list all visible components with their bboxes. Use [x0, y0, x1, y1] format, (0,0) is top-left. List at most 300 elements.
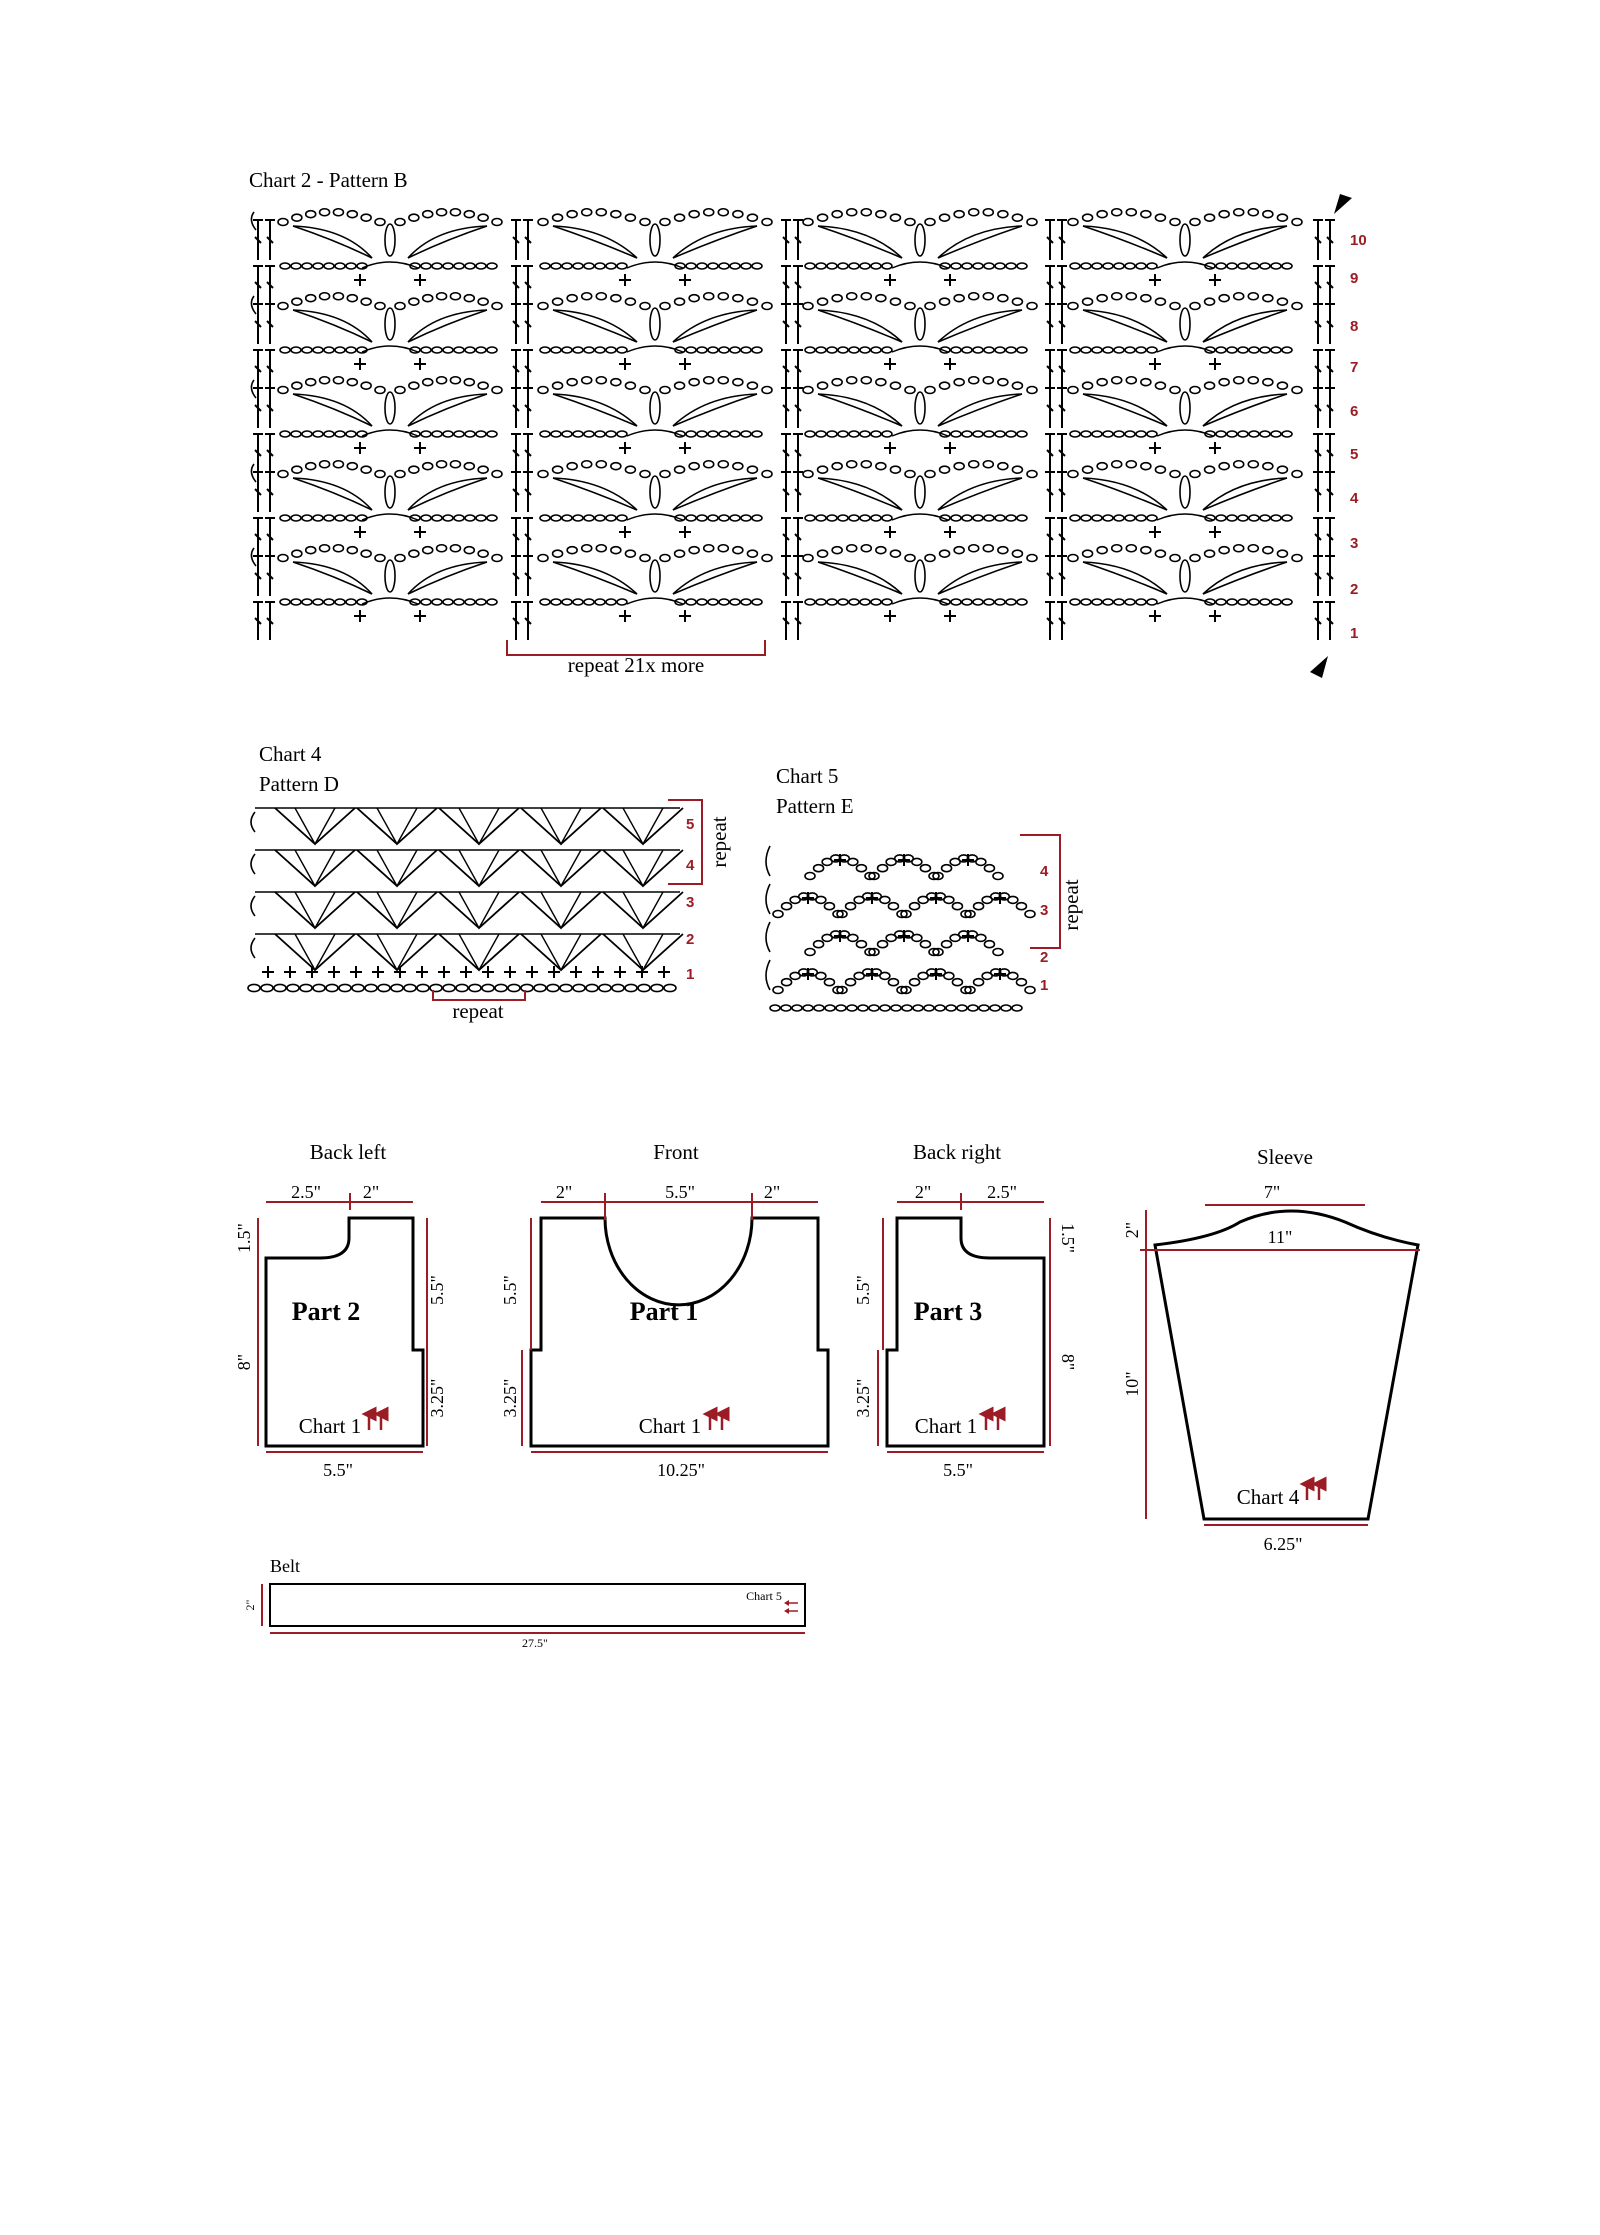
single-crochet-stitch: [898, 930, 910, 942]
chain-stitch: [464, 211, 474, 218]
turning-chain: [251, 896, 255, 916]
chain-stitch: [437, 461, 447, 468]
back-left-work-arrows: [369, 1414, 381, 1430]
front-chart-label: Chart 1: [638, 1414, 702, 1438]
chain-stitch: [465, 599, 475, 605]
chain-stitch: [1112, 377, 1122, 384]
chain-stitch: [882, 599, 892, 605]
chain-stitch: [940, 550, 950, 557]
chain-stitch: [538, 555, 548, 562]
chain-stitch: [882, 263, 892, 269]
chain-stitch: [925, 303, 935, 310]
chain-stitch: [805, 599, 815, 605]
chain-stitch: [596, 377, 606, 384]
chain-stitch: [882, 431, 892, 437]
chain-stitch: [1068, 471, 1078, 478]
chart-4-title-1: Chart 4: [259, 742, 322, 766]
chain-stitch: [946, 1005, 956, 1011]
chain-stitch: [741, 431, 751, 437]
chain-stitch: [432, 599, 442, 605]
v-stitch: [603, 808, 683, 844]
chain-stitch: [847, 461, 857, 468]
chain-stitch: [719, 431, 729, 437]
chain-stitch: [1136, 599, 1146, 605]
picot-stitch: [650, 308, 660, 340]
front-work-arrows: [710, 1414, 722, 1430]
row-number: 4: [1040, 863, 1049, 880]
chain-stitch: [1248, 461, 1258, 468]
chain-stitch: [421, 263, 431, 269]
chain-stitch: [741, 515, 751, 521]
chain-stitch: [1260, 347, 1270, 353]
chain-stitch: [708, 347, 718, 353]
chain-stitch: [596, 545, 606, 552]
chain-stitch: [827, 431, 837, 437]
chain-stitch: [983, 545, 993, 552]
chain-stitch: [313, 515, 323, 521]
chain-stitch: [954, 295, 964, 302]
chain-stitch: [320, 293, 330, 300]
chain-stitch: [287, 984, 299, 991]
chain-stitch: [476, 515, 486, 521]
double-crochet-stitch: [265, 388, 275, 428]
double-crochet-stitch: [1045, 388, 1055, 428]
single-crochet-stitch: [414, 526, 426, 538]
chain-stitch: [847, 1005, 857, 1011]
chain-stitch: [973, 431, 983, 437]
belt-piece: [243, 1556, 805, 1650]
front-title: Front: [653, 1140, 699, 1164]
chain-stitch: [346, 263, 356, 269]
chain-stitch: [625, 298, 635, 305]
chain-stitch: [553, 550, 563, 557]
v-stitch: [541, 850, 581, 886]
chain-stitch: [1216, 347, 1226, 353]
chain-stitch: [912, 858, 922, 865]
chain-stitch: [1271, 431, 1281, 437]
chain-stitch: [973, 263, 983, 269]
picot-stitch: [650, 224, 660, 256]
single-crochet-stitch: [930, 892, 942, 904]
chain-stitch: [617, 347, 627, 353]
back-left-side: 8": [234, 1353, 254, 1371]
chain-stitch: [1136, 431, 1146, 437]
single-crochet-stitch: [679, 274, 691, 286]
chain-stitch: [306, 463, 316, 470]
chain-stitch: [540, 263, 550, 269]
single-crochet-stitch: [679, 358, 691, 370]
chain-stitch: [983, 209, 993, 216]
chain-stitch: [1081, 347, 1091, 353]
picot-stitch: [1180, 560, 1190, 592]
double-crochet-stitch: [781, 304, 791, 344]
back-right-lower: 3.25": [853, 1378, 873, 1418]
chain-stitch: [335, 347, 345, 353]
chain-stitch: [832, 379, 842, 386]
v-stitch: [459, 892, 499, 928]
chain-stitch: [976, 934, 986, 941]
chain-stitch: [747, 550, 757, 557]
chain-stitch: [313, 263, 323, 269]
single-crochet-stitch: [884, 610, 896, 622]
chain-stitch: [660, 303, 670, 310]
chain-stitch: [762, 387, 772, 394]
chain-stitch: [719, 263, 729, 269]
chain-stitch: [375, 471, 385, 478]
chain-stitch: [762, 303, 772, 310]
chain-stitch: [551, 263, 561, 269]
chain-stitch: [450, 545, 460, 552]
chain-stitch: [1216, 599, 1226, 605]
double-crochet-stitch: [1313, 556, 1323, 596]
chain-stitch: [573, 599, 583, 605]
v-stitch: [603, 934, 683, 970]
chain-stitch: [584, 515, 594, 521]
row-number: 1: [1040, 977, 1049, 994]
chain-stitch: [1234, 545, 1244, 552]
chain-stitch: [1205, 382, 1215, 389]
single-crochet-stitch: [944, 610, 956, 622]
chain-stitch: [848, 934, 858, 941]
chart-4-pattern-d: [248, 742, 731, 1023]
chain-stitch: [280, 347, 290, 353]
chain-stitch: [838, 347, 848, 353]
chain-stitch: [476, 347, 486, 353]
single-crochet-stitch: [414, 610, 426, 622]
chain-stitch: [347, 463, 357, 470]
single-crochet-stitch: [1209, 274, 1221, 286]
chain-stitch: [1092, 515, 1102, 521]
chain-stitch: [333, 377, 343, 384]
chain-stitch: [1068, 303, 1078, 310]
chain-stitch: [361, 298, 371, 305]
chain-stitch: [1126, 209, 1136, 216]
chain-stitch: [846, 903, 856, 910]
chain-stitch: [391, 984, 403, 991]
picot-stitch: [385, 476, 395, 508]
chain-stitch: [1092, 347, 1102, 353]
double-crochet-stitch: [793, 220, 803, 260]
chain-stitch: [1155, 382, 1165, 389]
back-left-armhole: 5.5": [427, 1275, 447, 1305]
row-number: 5: [686, 816, 695, 833]
chain-stitch: [1114, 347, 1124, 353]
chain-stitch: [302, 599, 312, 605]
chain-stitch: [638, 984, 650, 991]
double-crochet-stitch: [511, 518, 521, 556]
picot-stitch: [385, 560, 395, 592]
chain-stitch: [660, 219, 670, 226]
chain-stitch: [747, 466, 757, 473]
chain-stitch: [818, 214, 828, 221]
chain-stitch: [248, 984, 260, 991]
chain-stitch: [1216, 263, 1226, 269]
chain-stitch: [995, 263, 1005, 269]
chain-stitch: [998, 463, 1008, 470]
double-crochet-stitch: [781, 220, 791, 260]
chart-4-stitch-grid: [248, 808, 683, 992]
chain-stitch: [827, 515, 837, 521]
chain-stitch: [849, 431, 859, 437]
single-crochet-stitch: [1209, 358, 1221, 370]
chain-stitch: [1136, 515, 1146, 521]
chart-2-pattern-b: [249, 168, 1367, 678]
cluster-stitch: [1203, 310, 1287, 342]
chain-stitch: [335, 431, 345, 437]
chain-stitch: [437, 293, 447, 300]
chain-stitch: [1249, 599, 1259, 605]
chain-stitch: [606, 347, 616, 353]
chain-stitch: [324, 431, 334, 437]
cluster-stitch: [1203, 226, 1287, 258]
chain-stitch: [969, 293, 979, 300]
chain-stitch: [606, 263, 616, 269]
double-crochet-stitch: [1057, 556, 1067, 596]
turning-chain: [766, 846, 770, 876]
single-crochet-stitch: [944, 358, 956, 370]
chain-stitch: [437, 545, 447, 552]
chain-stitch: [409, 550, 419, 557]
double-crochet-stitch: [1325, 556, 1335, 596]
chain-stitch: [718, 293, 728, 300]
double-crochet-stitch: [1325, 518, 1335, 556]
chain-stitch: [584, 263, 594, 269]
double-crochet-stitch: [1313, 304, 1323, 344]
double-crochet-stitch: [1057, 220, 1067, 260]
double-crochet-stitch: [1057, 266, 1067, 304]
cluster-stitch: [293, 478, 372, 510]
double-crochet-stitch: [1313, 350, 1323, 388]
single-crochet-stitch: [354, 358, 366, 370]
chain-stitch: [686, 431, 696, 437]
row-number: 7: [1350, 359, 1359, 376]
chain-stitch: [697, 263, 707, 269]
double-crochet-stitch: [523, 518, 533, 556]
double-crochet-stitch: [1325, 266, 1335, 304]
chain-stitch: [951, 263, 961, 269]
chain-stitch: [979, 1005, 989, 1011]
chain-stitch: [1282, 599, 1292, 605]
chain-stitch: [617, 515, 627, 521]
single-crochet-stitch: [482, 966, 494, 978]
chain-stitch: [805, 873, 815, 880]
chain-stitch: [995, 515, 1005, 521]
double-crochet-stitch: [265, 304, 275, 344]
chain-stitch: [395, 471, 405, 478]
front-armhole: 5.5": [500, 1275, 520, 1305]
chain-stitch: [805, 949, 815, 956]
single-crochet-stitch: [1149, 274, 1161, 286]
double-crochet-stitch: [1045, 472, 1055, 512]
chain-stitch: [910, 903, 920, 910]
chain-stitch: [300, 984, 312, 991]
turning-chain: [766, 884, 770, 914]
cluster-stitch: [553, 562, 637, 594]
cluster-stitch: [938, 310, 1022, 342]
chain-stitch: [861, 461, 871, 468]
chain-stitch: [860, 263, 870, 269]
turning-chain: [766, 960, 770, 990]
chain-stitch: [973, 515, 983, 521]
front-bottom: 10.25": [657, 1460, 705, 1480]
chain-stitch: [606, 599, 616, 605]
cluster-stitch: [293, 562, 372, 594]
chain-stitch: [660, 555, 670, 562]
chart-5-pattern-e: [766, 764, 1083, 1011]
chain-stitch: [689, 379, 699, 386]
chain-stitch: [962, 347, 972, 353]
chart-2-repeat-label: repeat 21x more: [567, 653, 705, 677]
double-crochet-stitch: [511, 472, 521, 512]
chain-stitch: [1248, 209, 1258, 216]
back-right-title: Back right: [912, 1140, 1002, 1164]
chain-stitch: [954, 211, 964, 218]
chain-stitch: [925, 219, 935, 226]
chain-stitch: [302, 263, 312, 269]
chain-stitch: [1277, 298, 1287, 305]
chain-stitch: [708, 599, 718, 605]
chain-stitch: [752, 263, 762, 269]
front-outline: [531, 1218, 828, 1446]
cluster-stitch: [1203, 562, 1287, 594]
picot-stitch: [915, 224, 925, 256]
chain-stitch: [741, 347, 751, 353]
chain-stitch: [1260, 431, 1270, 437]
chain-stitch: [1112, 209, 1122, 216]
chain-stitch: [469, 984, 481, 991]
chain-stitch: [998, 211, 1008, 218]
chain-stitch: [443, 515, 453, 521]
back-left-bottom: 5.5": [323, 1460, 353, 1480]
v-stitch: [357, 808, 437, 844]
chain-stitch: [730, 431, 740, 437]
chain-stitch: [1136, 263, 1146, 269]
picot-stitch: [1180, 308, 1190, 340]
double-crochet-stitch: [1313, 602, 1323, 640]
chain-stitch: [1017, 431, 1027, 437]
chain-stitch: [291, 431, 301, 437]
chain-stitch: [1234, 209, 1244, 216]
chain-stitch: [880, 896, 890, 903]
turning-chain: [251, 938, 255, 958]
cluster-stitch: [1083, 394, 1167, 426]
chain-stitch: [375, 555, 385, 562]
chain-stitch: [421, 599, 431, 605]
chain-stitch: [1114, 431, 1124, 437]
chain-stitch: [752, 515, 762, 521]
single-crochet-stitch: [619, 610, 631, 622]
double-crochet-stitch: [253, 388, 263, 428]
chain-stitch: [1008, 896, 1018, 903]
chain-stitch: [762, 219, 772, 226]
chain-stitch: [1092, 599, 1102, 605]
chain-stitch: [689, 547, 699, 554]
cluster-stitch: [408, 562, 487, 594]
chain-stitch: [553, 214, 563, 221]
chain-stitch: [871, 515, 881, 521]
chain-stitch: [375, 219, 385, 226]
chain-stitch: [905, 471, 915, 478]
chain-stitch: [553, 298, 563, 305]
chain-stitch: [339, 984, 351, 991]
double-crochet-stitch: [253, 472, 263, 512]
chain-stitch: [689, 463, 699, 470]
chain-stitch: [432, 515, 442, 521]
chain-stitch: [686, 599, 696, 605]
chain-stitch: [562, 263, 572, 269]
chain-stitch: [306, 379, 316, 386]
row-number: 2: [1350, 581, 1359, 598]
chain-stitch: [562, 347, 572, 353]
chain-stitch: [824, 903, 834, 910]
chain-stitch: [617, 599, 627, 605]
double-crochet-stitch: [1057, 434, 1067, 472]
chain-stitch: [805, 347, 815, 353]
row-number: 4: [686, 857, 695, 874]
chain-stitch: [888, 903, 898, 910]
v-stitch: [295, 850, 335, 886]
back-left-piece: [234, 1140, 447, 1480]
chain-stitch: [1155, 214, 1165, 221]
double-crochet-stitch: [523, 220, 533, 260]
chain-stitch: [417, 984, 429, 991]
chain-stitch: [465, 347, 475, 353]
sleeve-work-arrows: [1307, 1484, 1319, 1500]
chain-stitch: [880, 972, 890, 979]
chain-stitch: [551, 515, 561, 521]
cluster-stitch: [673, 478, 757, 510]
double-crochet-stitch: [1325, 350, 1335, 388]
chain-stitch: [976, 858, 986, 865]
chain-stitch: [1103, 431, 1113, 437]
chain-stitch: [562, 599, 572, 605]
chain-stitch: [847, 209, 857, 216]
double-crochet-stitch: [781, 266, 791, 304]
chain-stitch: [551, 347, 561, 353]
chain-stitch: [478, 382, 488, 389]
chain-stitch: [611, 295, 621, 302]
chain-stitch: [847, 377, 857, 384]
chain-stitch: [686, 263, 696, 269]
chain-stitch: [888, 979, 898, 986]
single-crochet-stitch: [284, 966, 296, 978]
double-crochet-stitch: [265, 602, 275, 640]
double-crochet-stitch: [1057, 350, 1067, 388]
picot-stitch: [385, 308, 395, 340]
double-crochet-stitch: [781, 350, 791, 388]
chain-stitch: [1292, 219, 1302, 226]
chain-stitch: [952, 979, 962, 986]
back-left-title: Back left: [309, 1140, 387, 1164]
chain-stitch: [1136, 347, 1146, 353]
chain-stitch: [320, 209, 330, 216]
double-crochet-stitch: [511, 434, 521, 472]
chain-stitch: [313, 599, 323, 605]
cluster-stitch: [938, 562, 1022, 594]
chain-stitch: [998, 547, 1008, 554]
chain-stitch: [1205, 298, 1215, 305]
chain-stitch: [1070, 263, 1080, 269]
chain-stitch: [320, 377, 330, 384]
chain-stitch: [849, 263, 859, 269]
chain-stitch: [1292, 303, 1302, 310]
chain-stitch: [1238, 431, 1248, 437]
chain-stitch: [625, 550, 635, 557]
single-crochet-stitch: [994, 892, 1006, 904]
v-stitch: [439, 808, 519, 844]
chain-stitch: [280, 431, 290, 437]
chain-stitch: [1027, 303, 1037, 310]
